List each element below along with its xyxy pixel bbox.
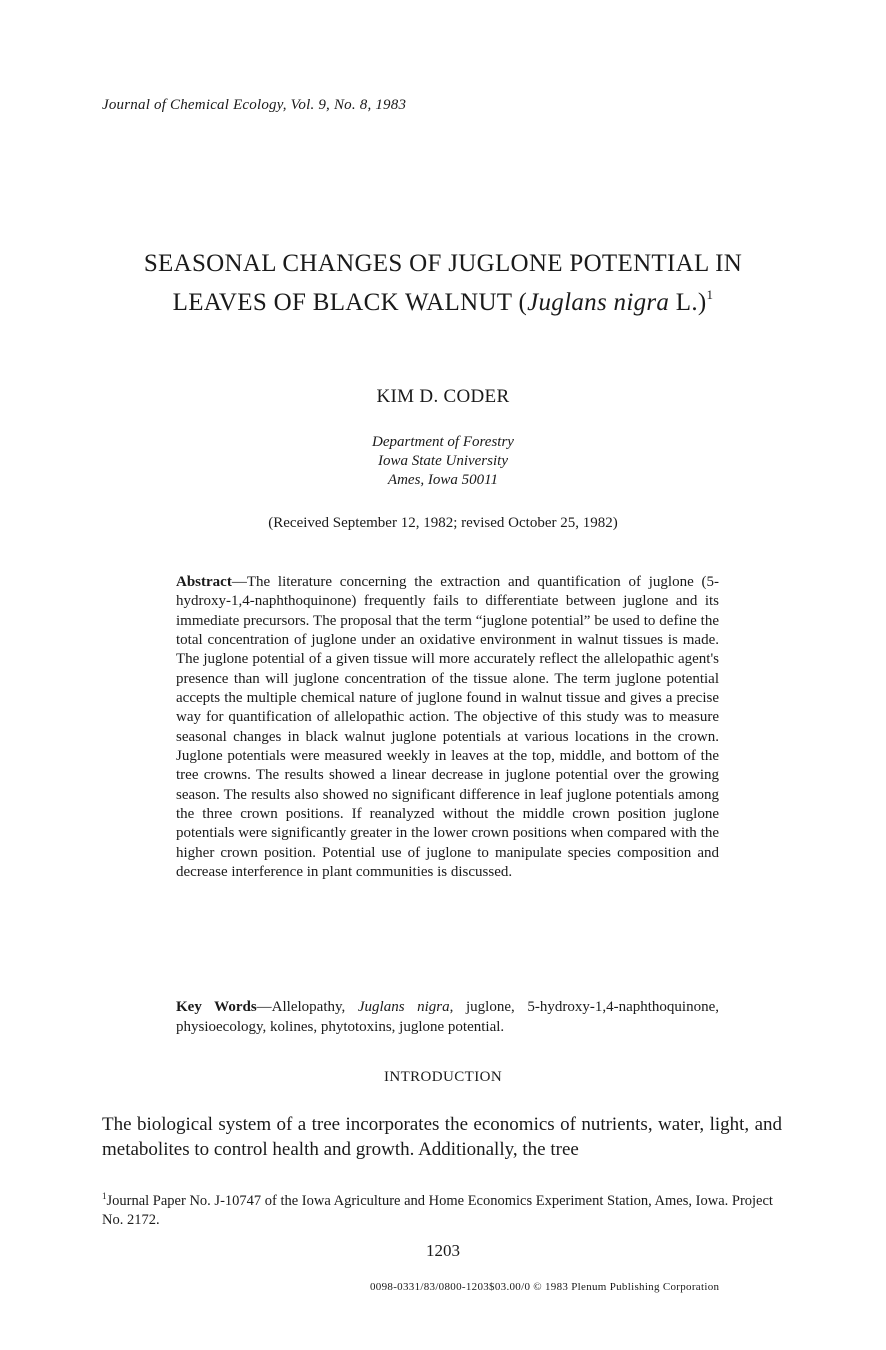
keywords-label: Key Words	[176, 999, 257, 1015]
title-species-name: Juglans nigra	[527, 289, 670, 316]
abstract-text: The literature concerning the extraction and quantification of juglone (5-hydroxy-1,4-naphthoquinone) frequently fails to differentiate between juglone and its immediate precursors. The proposal that the term “juglone potential” be used to define the total concentration of juglone under an oxidative environment in walnut tissues is made. The juglone potential of a given tissue will more accurately reflect the allelopathic agent's presence than will juglone concentration of the tissue alone. The term juglone potential accepts the multiple chemical nature of juglone found in walnut tissue and gives a precise way for quantification of allelopathic action. The objective of this study was to measure seasonal changes in black walnut juglone potentials at various locations in the crown. Juglone potentials were measured weekly in leaves at the top, middle, and bottom of the tree crowns. The results showed a linear decrease in juglone potential over the growing season. The results also showed no significant difference in leaf juglone potentials among the three crown positions. If reanalyzed without the middle crown position juglone potentials were significantly greater in the lower crown positions when compared with the higher crown position. Potential use of juglone to manipulate species composition and decrease interference in plant communities is discussed.	[176, 574, 719, 881]
copyright-line: 0098-0331/83/0800-1203$03.00/0 © 1983 Plenum Publishing Corporation	[370, 1281, 720, 1293]
paper-title	[0, 248, 886, 318]
affiliation-university: Iowa State University	[378, 453, 508, 469]
footnote-marker: 1	[102, 1191, 107, 1201]
abstract-dash: —	[231, 574, 247, 590]
footnote-text: Journal Paper No. J-10747 of the Iowa Agriculture and Home Economics Experiment Station, Ames, Iowa. Project No. 2172.	[102, 1193, 773, 1228]
section-heading-introduction: INTRODUCTION	[383, 1069, 503, 1085]
journal-header: Journal of Chemical Ecology, Vol. 9, No. 8, 1983	[102, 97, 407, 113]
title-line-2	[0, 279, 886, 318]
title-line-2-prefix: LEAVES OF BLACK WALNUT (	[172, 289, 528, 316]
affiliation-address: Ames, Iowa 50011	[387, 472, 499, 488]
footnote	[102, 1187, 782, 1230]
title-footnote-marker: 1	[706, 287, 714, 302]
author-affiliation	[0, 433, 886, 490]
introduction-paragraph: The biological system of a tree incorporates the economics of nutrients, water, light, and metabolites to control health and growth. Additionally, the tree	[102, 1114, 782, 1160]
title-line-1: SEASONAL CHANGES OF JUGLONE POTENTIAL IN	[143, 250, 743, 277]
abstract	[176, 573, 719, 883]
affiliation-department: Department of Forestry	[372, 434, 514, 450]
received-dates: (Received September 12, 1982; revised October 25, 1982)	[268, 515, 618, 531]
abstract-label: Abstract	[176, 574, 232, 590]
keywords-species: Juglans nigra	[357, 999, 450, 1015]
title-line-2-suffix: L.)	[669, 289, 707, 316]
keywords	[176, 997, 719, 1037]
keywords-dash: —	[256, 999, 272, 1015]
page-number: 1203	[426, 1241, 460, 1260]
keywords-first: Allelopathy,	[271, 999, 358, 1015]
author-name: KIM D. CODER	[376, 386, 510, 407]
keywords-rest: , juglone, 5-hydroxy-1,4-naphthoquinone, physioecology, kolines, phytotoxins, juglone potential.	[176, 999, 719, 1035]
